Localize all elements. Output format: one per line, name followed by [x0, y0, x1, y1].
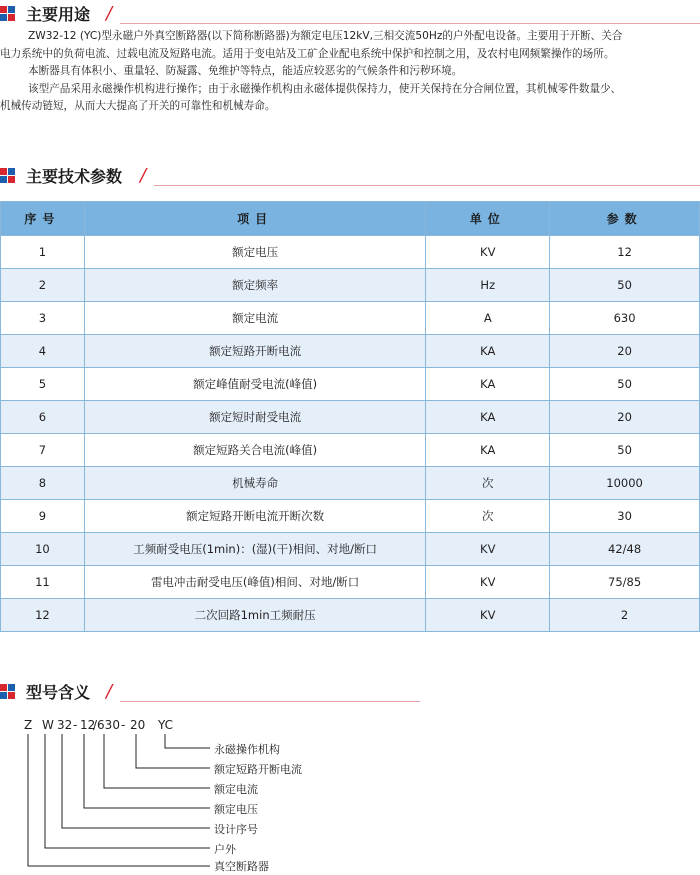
- cell-unit: KA: [426, 434, 550, 467]
- model-meaning: 额定电流: [214, 783, 258, 796]
- cell-item: 二次回路1min工频耐压: [84, 599, 425, 632]
- model-code-part: 32: [57, 718, 73, 732]
- cell-unit: KA: [426, 401, 550, 434]
- cell-index: 3: [1, 302, 85, 335]
- cell-value: 630: [550, 302, 700, 335]
- cell-index: 5: [1, 368, 85, 401]
- model-code-part: /630: [93, 718, 120, 732]
- cell-item: 额定短时耐受电流: [84, 401, 425, 434]
- model-code-part: YC: [158, 718, 174, 732]
- cell-item: 机械寿命: [84, 467, 425, 500]
- col-header-item: 项目: [84, 202, 425, 236]
- cell-item: 工频耐受电压(1min)：(湿)(干)相间、对地/断口: [84, 533, 425, 566]
- model-meaning: 永磁操作机构: [214, 743, 280, 756]
- cell-index: 11: [1, 566, 85, 599]
- intro-line: 电力系统中的负荷电流、过载电流及短路电流。适用于变电站及工矿企业配电系统中保护和控制之用，及农村电网频繁操作的场所。: [0, 47, 615, 60]
- cell-unit: KA: [426, 335, 550, 368]
- cell-index: 1: [1, 236, 85, 269]
- cell-unit: 次: [426, 500, 550, 533]
- cell-index: 4: [1, 335, 85, 368]
- cell-unit: Hz: [426, 269, 550, 302]
- cell-value: 50: [550, 434, 700, 467]
- intro-line: 本断器具有体积小、重量轻、防凝露、免维护等特点，能适应较恶劣的气候条件和污秽环境。: [28, 65, 463, 77]
- model-code-part: 12: [80, 718, 96, 732]
- slash-icon: /: [106, 681, 113, 702]
- col-header-index: 序号: [1, 202, 85, 236]
- cell-index: 10: [1, 533, 85, 566]
- cell-value: 2: [550, 599, 700, 632]
- cell-value: 20: [550, 335, 700, 368]
- cell-index: 2: [1, 269, 85, 302]
- model-meaning: 设计序号: [214, 823, 258, 836]
- cell-item: 额定峰值耐受电流(峰值): [84, 368, 425, 401]
- col-header-unit: 单位: [426, 202, 550, 236]
- model-meaning: 户外: [214, 843, 236, 856]
- model-code-part: W: [42, 718, 54, 732]
- model-meaning: 真空断路器: [214, 860, 269, 873]
- cell-item: 额定电压: [84, 236, 425, 269]
- cell-value: 50: [550, 269, 700, 302]
- cell-item: 额定短路开断电流: [84, 335, 425, 368]
- cell-value: 20: [550, 401, 700, 434]
- cell-value: 10000: [550, 467, 700, 500]
- cell-index: 9: [1, 500, 85, 533]
- slash-icon: /: [140, 165, 147, 186]
- cell-item: 额定短路关合电流(峰值): [84, 434, 425, 467]
- model-code-part: 20: [130, 718, 146, 732]
- cell-item: 额定短路开断电流开断次数: [84, 500, 425, 533]
- cell-item: 额定频率: [84, 269, 425, 302]
- cell-index: 12: [1, 599, 85, 632]
- cell-unit: A: [426, 302, 550, 335]
- cell-index: 6: [1, 401, 85, 434]
- cell-item: 额定电流: [84, 302, 425, 335]
- cell-unit: KV: [426, 599, 550, 632]
- cell-unit: KV: [426, 533, 550, 566]
- cell-value: 12: [550, 236, 700, 269]
- intro-line: 该型产品采用永磁操作机构进行操作；由于永磁操作机构由永磁体提供保持力，使开关保持在分合闸位置，其机械零件数量少、: [28, 82, 622, 95]
- cell-value: 42/48: [550, 533, 700, 566]
- section-title: 主要用途: [26, 5, 91, 24]
- cell-unit: KV: [426, 236, 550, 269]
- section-title: 型号含义: [26, 683, 91, 702]
- model-code-part: -: [73, 718, 78, 732]
- cell-index: 8: [1, 467, 85, 500]
- section-title: 主要技术参数: [26, 167, 123, 186]
- model-meaning: 额定电压: [214, 803, 258, 816]
- col-header-value: 参数: [550, 202, 700, 236]
- slash-icon: /: [106, 3, 113, 24]
- cell-value: 50: [550, 368, 700, 401]
- model-code-part: Z: [24, 718, 33, 732]
- model-code-part: -: [121, 718, 126, 732]
- cell-index: 7: [1, 434, 85, 467]
- cell-item: 雷电冲击耐受电压(峰值)相间、对地/断口: [84, 566, 425, 599]
- intro-line: 机械传动链短，从而大大提高了开关的可靠性和机械寿命。: [0, 100, 276, 112]
- cell-unit: KA: [426, 368, 550, 401]
- model-meaning: 额定短路开断电流: [214, 763, 302, 776]
- intro-line: ZW32-12 (YC)型永磁户外真空断路器(以下简称断路器)为额定电压12kV,三相交流50Hz的户外配电设备。主要用于开断、关合: [28, 30, 623, 42]
- cell-unit: KV: [426, 566, 550, 599]
- cell-value: 75/85: [550, 566, 700, 599]
- cell-unit: 次: [426, 467, 550, 500]
- cell-value: 30: [550, 500, 700, 533]
